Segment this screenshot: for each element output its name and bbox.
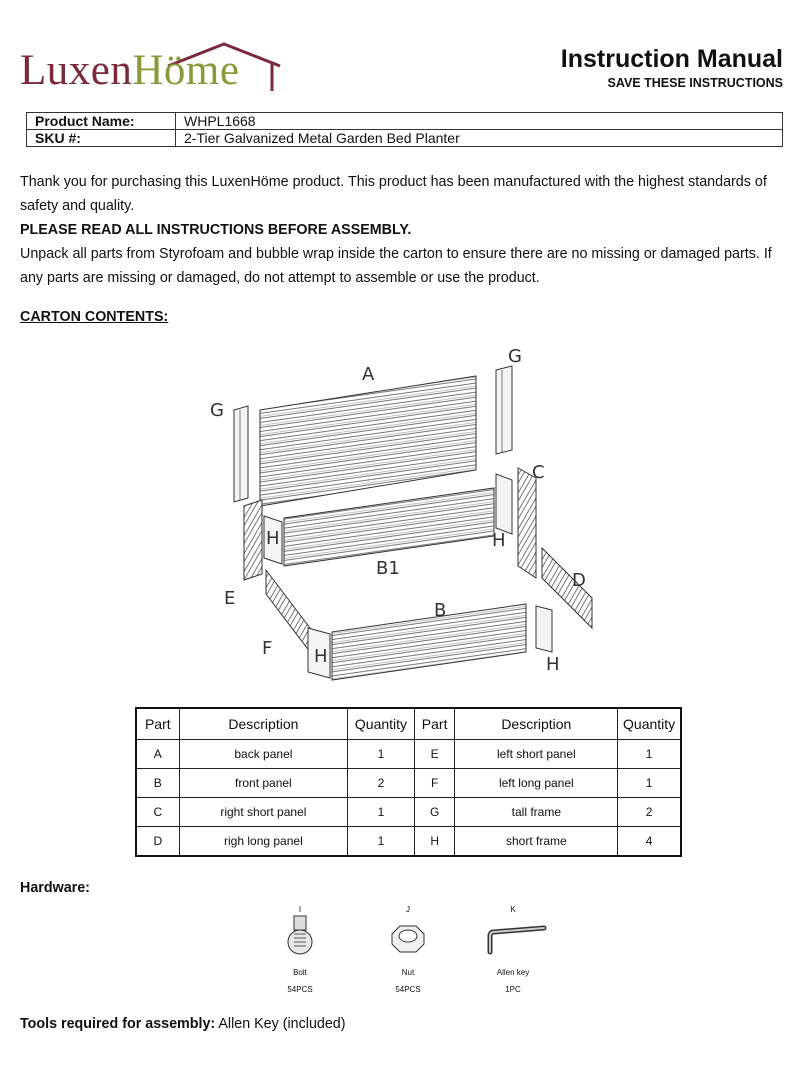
label-h-1: H xyxy=(266,528,280,549)
cell: D xyxy=(136,827,179,857)
logo-text-luxen: Luxen xyxy=(20,47,133,94)
panel-c xyxy=(518,468,536,578)
frame-g-right xyxy=(496,366,512,454)
hardware-name: Nut xyxy=(401,968,415,977)
page-subtitle: SAVE THESE INSTRUCTIONS xyxy=(607,76,783,90)
page-title: Instruction Manual xyxy=(560,45,783,73)
hardware-code: I xyxy=(298,905,302,914)
hardware-qty: 1PC xyxy=(505,985,521,994)
col-part-2: Part xyxy=(414,708,455,740)
hardware-qty: 54PCS xyxy=(395,985,421,994)
col-quantity-2: Quantity xyxy=(618,708,681,740)
cell: 2 xyxy=(618,798,681,827)
cell: A xyxy=(136,740,179,769)
hardware-qty: 54PCS xyxy=(287,985,313,994)
hardware-item-nut xyxy=(368,905,448,994)
parts-table-header xyxy=(136,708,681,740)
product-name-label: Product Name: xyxy=(27,113,176,130)
hardware-name: Bolt xyxy=(293,968,307,977)
parts-table xyxy=(135,707,682,857)
product-info-table xyxy=(26,112,783,147)
table-row xyxy=(136,740,681,769)
label-h-3: H xyxy=(314,646,328,667)
label-h-4: H xyxy=(546,654,560,675)
cell: left long panel xyxy=(455,769,618,798)
parts-diagram xyxy=(200,338,610,683)
cell: 1 xyxy=(618,769,681,798)
cell: left short panel xyxy=(455,740,618,769)
panel-a xyxy=(260,376,476,506)
read-instructions-warning: PLEASE READ ALL INSTRUCTIONS BEFORE ASSEMBLY. xyxy=(20,222,412,238)
table-row xyxy=(136,769,681,798)
tools-required xyxy=(20,1016,346,1032)
unpack-paragraph: Unpack all parts from Styrofoam and bubble wrap inside the carton to ensure there are no missing or damaged parts. If any parts are missing or damaged, do not attempt to assemble or use the product. xyxy=(20,246,772,286)
label-h-2: H xyxy=(492,530,506,551)
frame-g-left xyxy=(234,406,248,502)
hardware-item-bolt xyxy=(260,905,340,994)
label-c: C xyxy=(532,462,545,483)
sku-row xyxy=(27,130,783,147)
logo-text-home: Höme xyxy=(132,47,240,94)
panel-b xyxy=(332,604,526,680)
label-a: A xyxy=(362,364,375,385)
label-g-right: G xyxy=(508,346,522,367)
col-part: Part xyxy=(136,708,179,740)
cell: 1 xyxy=(618,740,681,769)
sku-value: 2-Tier Galvanized Metal Garden Bed Planter xyxy=(176,130,783,147)
cell: 1 xyxy=(348,827,415,857)
frame-h-4 xyxy=(536,606,552,652)
carton-contents-heading: CARTON CONTENTS: xyxy=(20,309,169,325)
panel-f xyxy=(266,570,310,652)
label-f: F xyxy=(262,638,273,659)
table-row xyxy=(136,798,681,827)
cell: G xyxy=(414,798,455,827)
hardware-heading: Hardware: xyxy=(20,880,90,896)
cell: short frame xyxy=(455,827,618,857)
cell: front panel xyxy=(179,769,348,798)
label-e: E xyxy=(224,588,236,609)
hardware-code: J xyxy=(406,905,410,914)
panel-b1 xyxy=(284,488,494,566)
label-b1: B1 xyxy=(376,558,400,579)
col-description: Description xyxy=(179,708,348,740)
cell: 4 xyxy=(618,827,681,857)
tools-value: Allen Key (included) xyxy=(215,1016,346,1032)
brand-logo xyxy=(18,36,283,96)
cell: tall frame xyxy=(455,798,618,827)
cell: back panel xyxy=(179,740,348,769)
intro-paragraph: Thank you for purchasing this LuxenHöme product. This product has been manufactured with the highest standards of safety and quality. xyxy=(20,174,767,214)
hardware-code: K xyxy=(510,905,516,914)
allen-key-icon xyxy=(478,914,548,958)
table-row xyxy=(136,827,681,857)
bolt-icon xyxy=(280,914,320,958)
cell: E xyxy=(414,740,455,769)
sku-label: SKU #: xyxy=(27,130,176,147)
cell: B xyxy=(136,769,179,798)
label-d: D xyxy=(572,570,586,591)
hardware-name: Allen key xyxy=(496,968,530,977)
cell: F xyxy=(414,769,455,798)
label-g-left: G xyxy=(210,400,224,421)
nut-icon xyxy=(388,914,428,958)
cell: 1 xyxy=(348,798,415,827)
hardware-item-allen-key xyxy=(473,905,553,994)
label-b: B xyxy=(434,600,447,621)
product-name-value: WHPL1668 xyxy=(176,113,783,130)
col-description-2: Description xyxy=(455,708,618,740)
product-row xyxy=(27,113,783,130)
cell: 1 xyxy=(348,740,415,769)
cell: 2 xyxy=(348,769,415,798)
col-quantity: Quantity xyxy=(348,708,415,740)
tools-label: Tools required for assembly: xyxy=(20,1016,216,1032)
frame-h-2 xyxy=(496,474,512,534)
cell: H xyxy=(414,827,455,857)
panel-e xyxy=(244,500,262,580)
cell: C xyxy=(136,798,179,827)
cell: right short panel xyxy=(179,798,348,827)
cell: righ long panel xyxy=(179,827,348,857)
